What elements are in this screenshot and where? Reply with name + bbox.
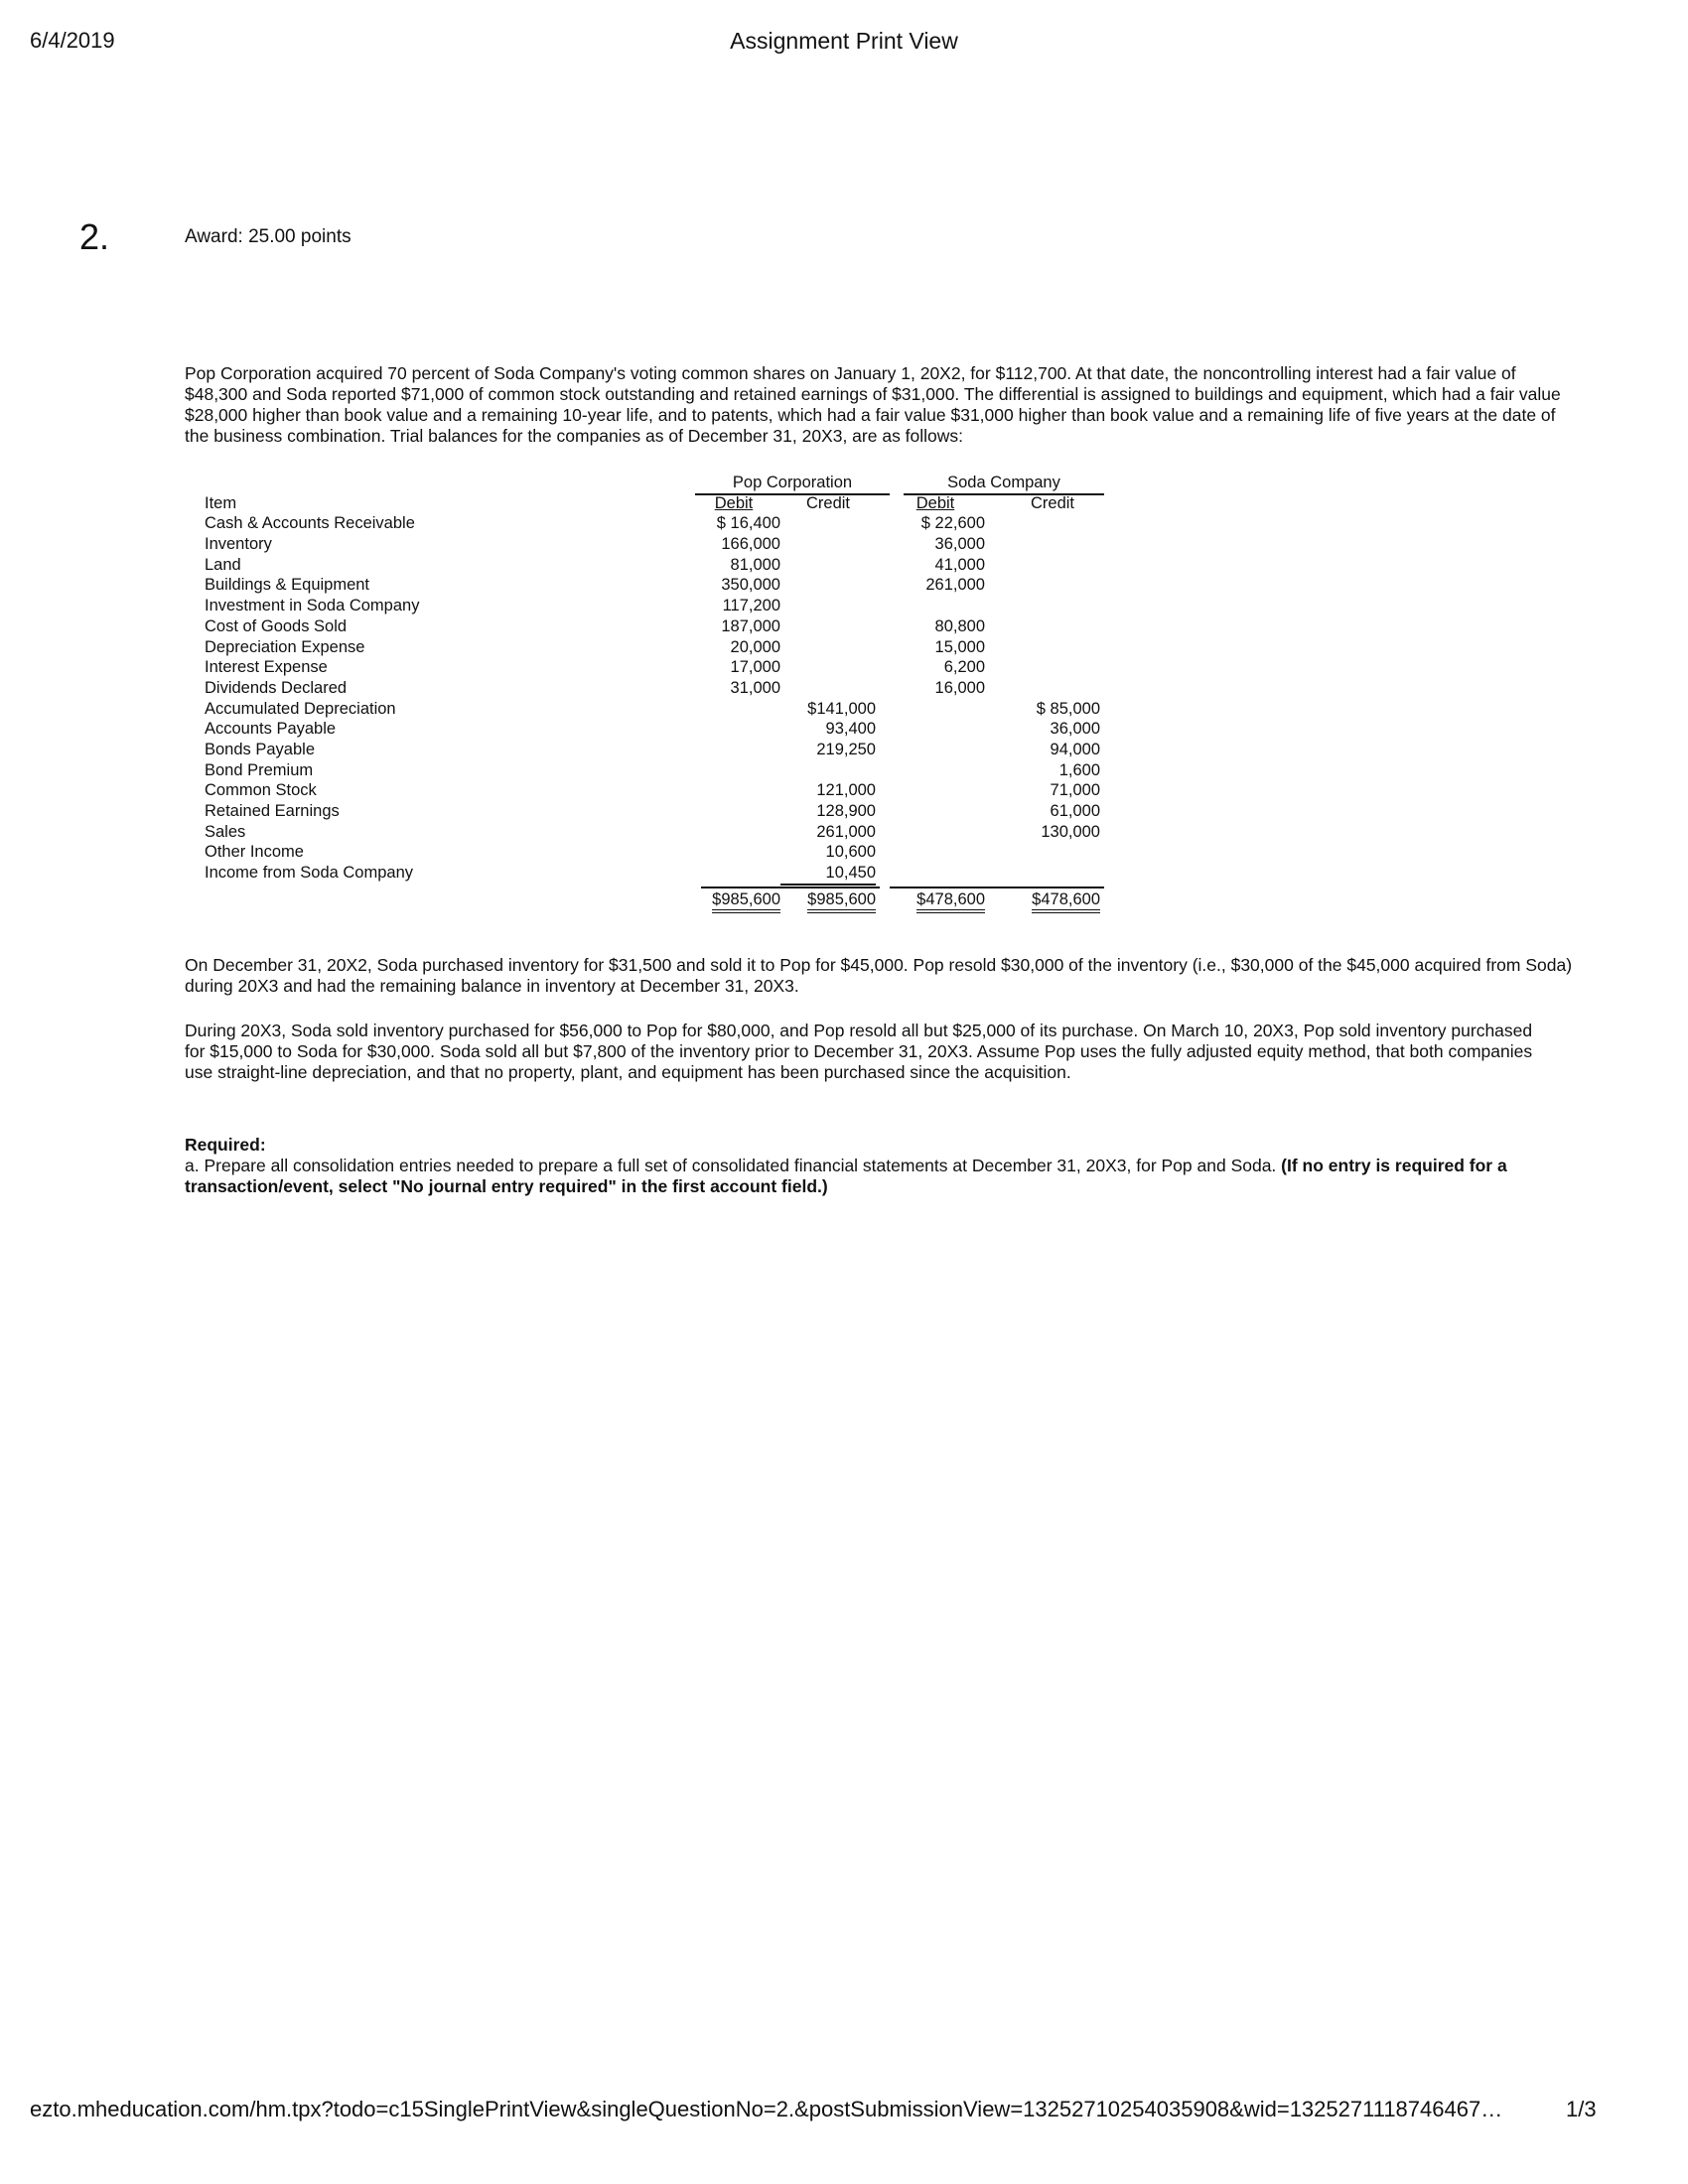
soda-credit-cell: 1,600 — [1058, 760, 1100, 779]
row-item-label: Buildings & Equipment — [205, 576, 370, 595]
column-header-pop-credit: Credit — [805, 493, 850, 512]
soda-debit-cell: 16,000 — [934, 678, 985, 697]
total-soda-debit: $478,600 — [916, 890, 985, 913]
pop-debit-cell: 17,000 — [730, 658, 780, 677]
paragraph-intercompany-20x2: On December 31, 20X2, Soda purchased inventory for $31,500 and sold it to Pop for $45,000. Pop resold $30,000 of the inventory (i.e., $30,000 of the $45,000 acquired from Soda) during 20X3 and had the remaining balance in inventory at December 31, 20X3. — [185, 955, 1573, 996]
footer-url: ezto.mheducation.com/hm.tpx?todo=c15SinglePrintView&singleQuestionNo=2.&postSubmissionView=13252710254035908&wid=1325271118746467… — [30, 2097, 1503, 2121]
soda-debit-cell: 41,000 — [934, 555, 985, 574]
column-header-soda-credit: Credit — [1030, 493, 1074, 512]
total-pop-debit: $985,600 — [712, 890, 780, 913]
soda-credit-cell: 71,000 — [1050, 781, 1100, 800]
soda-credit-cell: 36,000 — [1050, 720, 1100, 739]
required-instruction: a. Prepare all consolidation entries needed to prepare a full set of consolidated financial statements at December 31, 20X3, for Pop and Soda. — [185, 1156, 1277, 1175]
soda-debit-cell: 80,800 — [934, 616, 985, 635]
required-section — [185, 1135, 1575, 1197]
print-date: 6/4/2019 — [30, 28, 115, 53]
row-item-label: Dividends Declared — [205, 678, 348, 697]
column-header-soda-debit: Debit — [915, 493, 955, 512]
row-item-label: Interest Expense — [205, 658, 328, 677]
row-item-label: Investment in Soda Company — [205, 597, 420, 615]
pop-debit-cell: 20,000 — [730, 637, 780, 656]
row-item-label: Bond Premium — [205, 760, 314, 779]
pop-debit-cell: 187,000 — [721, 616, 780, 635]
paragraph-intercompany-20x3: During 20X3, Soda sold inventory purchased for $56,000 to Pop for $80,000, and Pop resold all but $25,000 of its purchase. On March 10, 20X3, Pop sold inventory purchased for $15,000 to Soda for $30,000. Soda sold all but $7,800 of the inventory prior to December 31, 20X3. Assume Pop uses the fully adjusted equity method, that both companies use straight-line depreciation, and that no property, plant, and equipment has been purchased since the acquisition. — [185, 1021, 1533, 1082]
row-item-label: Cost of Goods Sold — [205, 616, 348, 635]
pop-debit-cell: 166,000 — [721, 535, 780, 554]
pop-credit-cell: 10,600 — [825, 843, 876, 862]
soda-credit-cell: 61,000 — [1050, 802, 1100, 820]
page-indicator: 1/3 — [1566, 2097, 1597, 2121]
pop-debit-cell: $ 16,400 — [716, 514, 780, 533]
pop-credit-cell: 121,000 — [816, 781, 876, 800]
soda-credit-cell: 130,000 — [1041, 822, 1100, 841]
required-text — [185, 1156, 1575, 1197]
pop-credit-cell: 93,400 — [825, 720, 876, 739]
award-points: Award: 25.00 points — [185, 226, 352, 247]
required-note: (If no entry is required for a transaction/event, select "No journal entry required" in the first account field.) — [185, 1156, 1507, 1196]
row-item-label: Depreciation Expense — [205, 637, 365, 656]
row-item-label: Inventory — [205, 535, 272, 554]
pop-credit-cell: 219,250 — [816, 740, 876, 758]
row-item-label: Sales — [205, 822, 246, 841]
required-label: Required: — [185, 1135, 266, 1155]
row-item-label: Income from Soda Company — [205, 864, 414, 883]
pop-credit-cell: 10,450 — [780, 863, 876, 886]
row-item-label: Land — [205, 555, 241, 574]
row-item-label: Bonds Payable — [205, 740, 315, 758]
soda-debit-cell: 6,200 — [943, 658, 985, 677]
row-item-label: Common Stock — [205, 781, 317, 800]
soda-debit-cell: 15,000 — [934, 637, 985, 656]
total-soda-credit: $478,600 — [1032, 890, 1100, 913]
row-item-label: Cash & Accounts Receivable — [205, 514, 415, 533]
soda-credit-cell: 94,000 — [1050, 740, 1100, 758]
soda-debit-cell: $ 22,600 — [920, 514, 985, 533]
pop-credit-cell: 261,000 — [816, 822, 876, 841]
group-header-pop: Pop Corporation — [695, 473, 890, 495]
pop-debit-cell: 350,000 — [721, 576, 780, 595]
row-item-label: Other Income — [205, 843, 304, 862]
row-item-label: Accumulated Depreciation — [205, 699, 396, 718]
group-header-soda: Soda Company — [904, 473, 1104, 495]
column-header-pop-debit: Debit — [714, 493, 754, 512]
soda-credit-cell: $ 85,000 — [1036, 699, 1100, 718]
soda-debit-cell: 261,000 — [925, 576, 985, 595]
pop-debit-cell: 117,200 — [722, 597, 780, 615]
soda-debit-cell: 36,000 — [934, 535, 985, 554]
pop-debit-cell: 31,000 — [730, 678, 780, 697]
page-title: Assignment Print View — [730, 28, 958, 54]
question-number: 2. — [79, 216, 110, 257]
pop-credit-cell: $141,000 — [807, 699, 876, 718]
total-pop-credit: $985,600 — [807, 890, 876, 913]
question-intro: Pop Corporation acquired 70 percent of Soda Company's voting common shares on January 1, 20X2, for $112,700. At that date, the noncontrolling interest had a fair value of $48,300 and Soda reported $71,000 of common stock outstanding and retained earnings of $31,000. The differential is assigned to buildings and equipment, which had a fair value $28,000 higher than book value and a remaining 10-year life, and to patents, which had a fair value $31,000 higher than book value and a remaining life of five years at the date of the business combination. Trial balances for the companies as of December 31, 20X3, are as follows: — [185, 363, 1561, 446]
pop-credit-cell: 128,900 — [816, 802, 876, 820]
column-header-item: Item — [205, 493, 237, 512]
row-item-label: Accounts Payable — [205, 720, 337, 739]
row-item-label: Retained Earnings — [205, 802, 340, 820]
pop-debit-cell: 81,000 — [730, 555, 780, 574]
